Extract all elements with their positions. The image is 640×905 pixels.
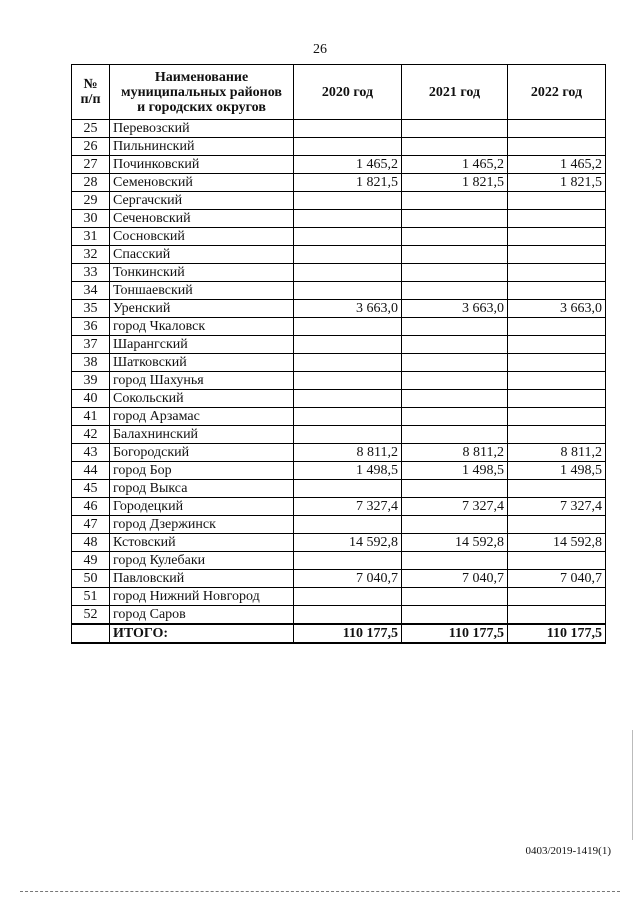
page-number: 26 (313, 42, 327, 57)
row-value-2020 (294, 192, 402, 210)
row-value-2020: 7 327,4 (294, 498, 402, 516)
table-row (72, 120, 606, 138)
row-value-2022 (508, 282, 606, 300)
row-municipality: Павловский (110, 570, 294, 588)
row-value-2020 (294, 246, 402, 264)
row-number: 31 (72, 228, 110, 246)
row-number: 40 (72, 390, 110, 408)
row-value-2021: 3 663,0 (402, 300, 508, 318)
row-value-2021 (402, 336, 508, 354)
row-number: 32 (72, 246, 110, 264)
row-municipality: Кстовский (110, 534, 294, 552)
row-number: 39 (72, 372, 110, 390)
table-row (72, 390, 606, 408)
total-2020: 110 177,5 (294, 624, 402, 643)
row-value-2022 (508, 426, 606, 444)
table-row (72, 336, 606, 354)
row-municipality: Сергачский (110, 192, 294, 210)
total-row (72, 624, 606, 643)
row-value-2020: 14 592,8 (294, 534, 402, 552)
row-value-2022: 3 663,0 (508, 300, 606, 318)
row-value-2020: 1 498,5 (294, 462, 402, 480)
total-label: ИТОГО: (110, 624, 294, 643)
row-value-2021 (402, 606, 508, 625)
table-row (72, 588, 606, 606)
table-row (72, 318, 606, 336)
row-value-2020 (294, 480, 402, 498)
row-number: 47 (72, 516, 110, 534)
row-value-2022 (508, 336, 606, 354)
table-row (72, 606, 606, 625)
row-value-2022: 1 498,5 (508, 462, 606, 480)
row-value-2022 (508, 246, 606, 264)
table-row (72, 462, 606, 480)
row-value-2021 (402, 426, 508, 444)
table-row (72, 498, 606, 516)
row-value-2021 (402, 192, 508, 210)
row-municipality: Балахнинский (110, 426, 294, 444)
row-number: 52 (72, 606, 110, 625)
row-number: 50 (72, 570, 110, 588)
row-municipality: Спасский (110, 246, 294, 264)
row-value-2021 (402, 552, 508, 570)
row-value-2022: 7 327,4 (508, 498, 606, 516)
row-value-2021 (402, 408, 508, 426)
row-value-2021 (402, 246, 508, 264)
row-value-2020: 7 040,7 (294, 570, 402, 588)
row-value-2020 (294, 390, 402, 408)
row-value-2021: 1 821,5 (402, 174, 508, 192)
table-row (72, 534, 606, 552)
row-number: 42 (72, 426, 110, 444)
row-value-2022 (508, 138, 606, 156)
row-municipality: Сеченовский (110, 210, 294, 228)
row-municipality: Тонкинский (110, 264, 294, 282)
row-value-2021 (402, 516, 508, 534)
table-row (72, 174, 606, 192)
row-value-2021 (402, 120, 508, 138)
table-row (72, 192, 606, 210)
table-row (72, 210, 606, 228)
row-municipality: Перевозский (110, 120, 294, 138)
row-value-2020: 1 821,5 (294, 174, 402, 192)
row-number: 30 (72, 210, 110, 228)
row-value-2021 (402, 210, 508, 228)
row-value-2020 (294, 264, 402, 282)
row-value-2022: 1 465,2 (508, 156, 606, 174)
row-value-2021 (402, 390, 508, 408)
row-municipality: город Дзержинск (110, 516, 294, 534)
row-number: 49 (72, 552, 110, 570)
row-municipality: Уренский (110, 300, 294, 318)
row-municipality: Сокольский (110, 390, 294, 408)
row-number: 26 (72, 138, 110, 156)
table-row (72, 408, 606, 426)
table-row (72, 480, 606, 498)
row-municipality: Городецкий (110, 498, 294, 516)
margin-line (632, 730, 633, 840)
row-value-2022: 1 821,5 (508, 174, 606, 192)
row-value-2021 (402, 138, 508, 156)
row-value-2022: 7 040,7 (508, 570, 606, 588)
table-body (72, 120, 606, 625)
row-value-2020 (294, 372, 402, 390)
document-code: 0403/2019-1419(1) (525, 845, 611, 857)
row-municipality: город Кулебаки (110, 552, 294, 570)
row-number: 33 (72, 264, 110, 282)
row-number: 41 (72, 408, 110, 426)
row-value-2022 (508, 552, 606, 570)
row-municipality: город Бор (110, 462, 294, 480)
footer-divider (20, 891, 620, 892)
table-row (72, 264, 606, 282)
table-row (72, 138, 606, 156)
row-value-2020 (294, 516, 402, 534)
row-value-2022 (508, 210, 606, 228)
row-value-2022 (508, 372, 606, 390)
row-value-2022 (508, 264, 606, 282)
row-number: 48 (72, 534, 110, 552)
row-number: 35 (72, 300, 110, 318)
row-number: 29 (72, 192, 110, 210)
row-number: 45 (72, 480, 110, 498)
row-value-2021: 7 327,4 (402, 498, 508, 516)
row-value-2021: 14 592,8 (402, 534, 508, 552)
table-header-row (72, 65, 606, 120)
header-number: № п/п (72, 65, 110, 120)
row-value-2022 (508, 606, 606, 625)
row-value-2020 (294, 408, 402, 426)
row-number: 38 (72, 354, 110, 372)
row-value-2022: 8 811,2 (508, 444, 606, 462)
table-row (72, 282, 606, 300)
row-value-2020: 1 465,2 (294, 156, 402, 174)
row-value-2022 (508, 354, 606, 372)
row-value-2020: 8 811,2 (294, 444, 402, 462)
row-value-2022 (508, 480, 606, 498)
row-number: 44 (72, 462, 110, 480)
row-municipality: Богородский (110, 444, 294, 462)
table-row (72, 444, 606, 462)
row-number: 36 (72, 318, 110, 336)
row-number: 51 (72, 588, 110, 606)
row-number: 28 (72, 174, 110, 192)
row-value-2021 (402, 318, 508, 336)
row-value-2020 (294, 426, 402, 444)
row-municipality: город Арзамас (110, 408, 294, 426)
row-number: 43 (72, 444, 110, 462)
header-2020: 2020 год (294, 65, 402, 120)
row-municipality: Семеновский (110, 174, 294, 192)
row-value-2022 (508, 120, 606, 138)
row-value-2022 (508, 588, 606, 606)
table-row (72, 552, 606, 570)
row-number: 37 (72, 336, 110, 354)
table-row (72, 372, 606, 390)
total-number-cell (72, 624, 110, 643)
row-municipality: город Саров (110, 606, 294, 625)
row-value-2022 (508, 516, 606, 534)
row-value-2020 (294, 228, 402, 246)
row-value-2021: 7 040,7 (402, 570, 508, 588)
row-value-2022: 14 592,8 (508, 534, 606, 552)
row-value-2020 (294, 210, 402, 228)
table-row (72, 300, 606, 318)
row-value-2022 (508, 408, 606, 426)
row-number: 34 (72, 282, 110, 300)
header-2022: 2022 год (508, 65, 606, 120)
row-municipality: Сосновский (110, 228, 294, 246)
row-value-2020: 3 663,0 (294, 300, 402, 318)
table-row (72, 516, 606, 534)
row-value-2020 (294, 588, 402, 606)
row-value-2021 (402, 480, 508, 498)
row-municipality: Починковский (110, 156, 294, 174)
row-value-2021 (402, 588, 508, 606)
row-municipality: город Шахунья (110, 372, 294, 390)
row-value-2020 (294, 552, 402, 570)
row-municipality: город Чкаловск (110, 318, 294, 336)
table-row (72, 354, 606, 372)
row-value-2020 (294, 318, 402, 336)
row-number: 25 (72, 120, 110, 138)
row-municipality: город Нижний Новгород (110, 588, 294, 606)
row-value-2020 (294, 120, 402, 138)
row-value-2020 (294, 606, 402, 625)
row-number: 46 (72, 498, 110, 516)
header-municipality: Наименование муниципальных районов и городских округов (110, 65, 294, 120)
total-2022: 110 177,5 (508, 624, 606, 643)
allocation-table (71, 64, 606, 644)
row-value-2020 (294, 138, 402, 156)
table-row (72, 426, 606, 444)
table-row (72, 570, 606, 588)
table-row (72, 246, 606, 264)
row-municipality: город Выкса (110, 480, 294, 498)
row-value-2021: 1 498,5 (402, 462, 508, 480)
total-2021: 110 177,5 (402, 624, 508, 643)
row-municipality: Шатковский (110, 354, 294, 372)
row-value-2021: 8 811,2 (402, 444, 508, 462)
row-municipality: Тоншаевский (110, 282, 294, 300)
table-row (72, 156, 606, 174)
row-municipality: Шарангский (110, 336, 294, 354)
row-value-2022 (508, 318, 606, 336)
row-value-2020 (294, 336, 402, 354)
row-value-2021: 1 465,2 (402, 156, 508, 174)
header-2021: 2021 год (402, 65, 508, 120)
row-value-2021 (402, 228, 508, 246)
row-value-2020 (294, 354, 402, 372)
row-value-2022 (508, 228, 606, 246)
table-row (72, 228, 606, 246)
row-value-2021 (402, 372, 508, 390)
row-value-2021 (402, 264, 508, 282)
row-value-2022 (508, 192, 606, 210)
row-number: 27 (72, 156, 110, 174)
row-value-2020 (294, 282, 402, 300)
row-value-2022 (508, 390, 606, 408)
row-municipality: Пильнинский (110, 138, 294, 156)
row-value-2021 (402, 354, 508, 372)
row-value-2021 (402, 282, 508, 300)
